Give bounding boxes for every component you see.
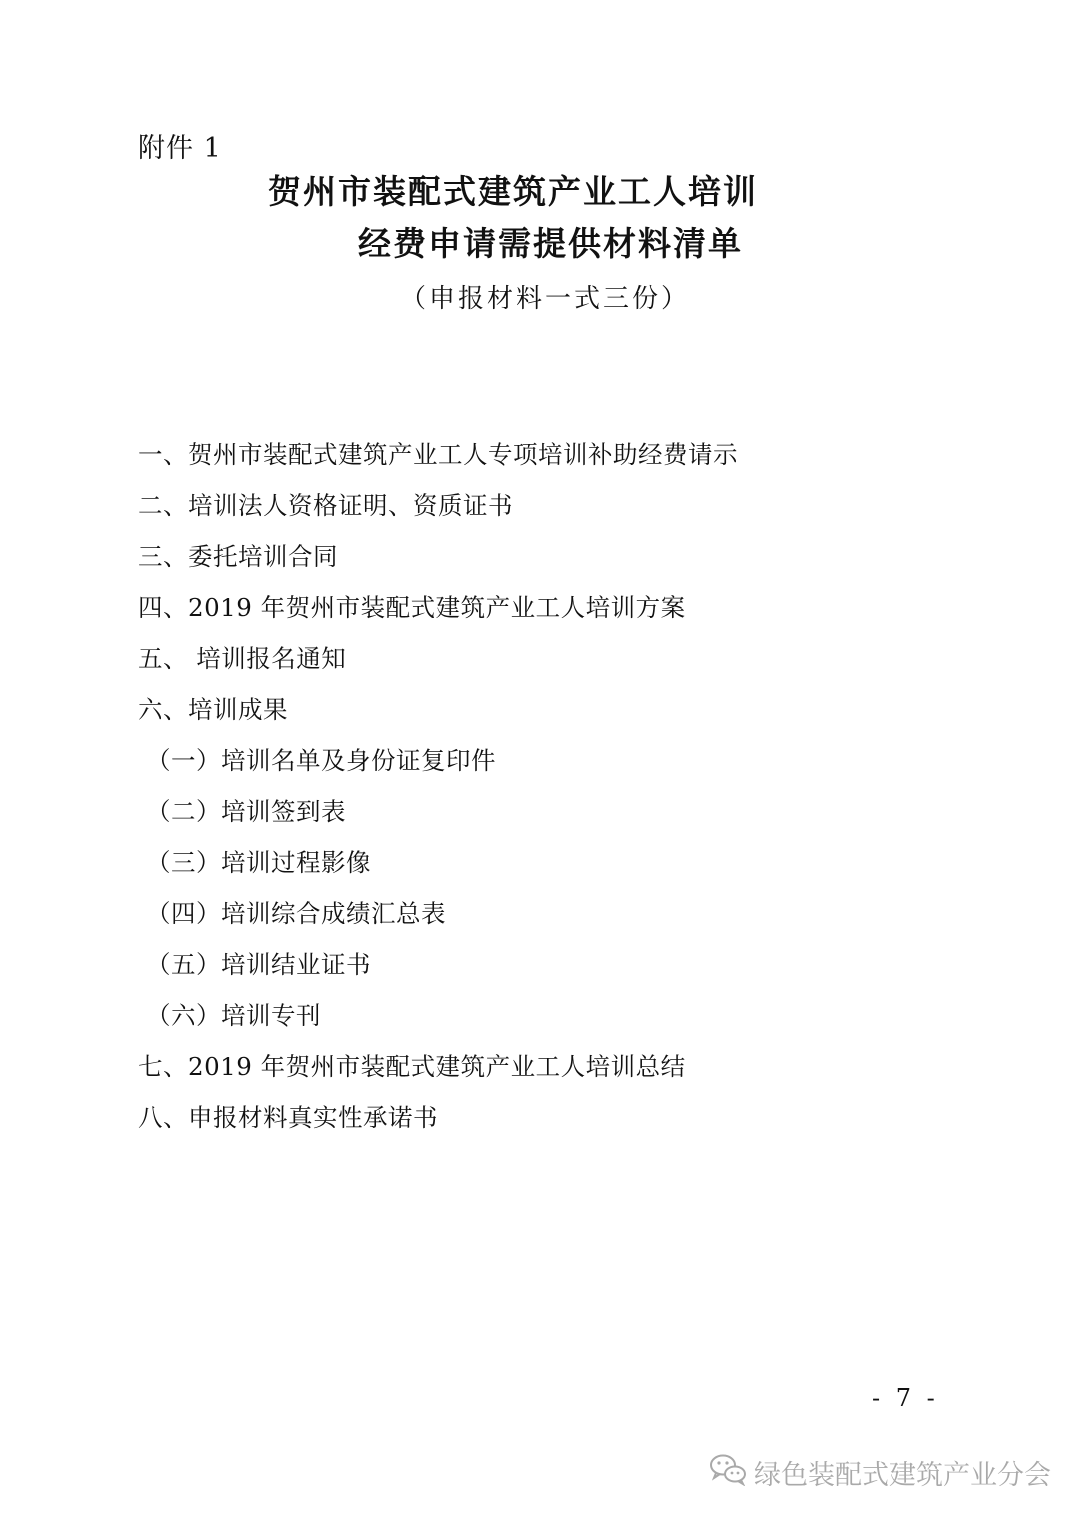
list-subitem: （六）培训专刊 (146, 1001, 321, 1030)
attachment-label: 附件 1 (138, 133, 222, 164)
list-subitem: （二）培训签到表 (146, 797, 346, 826)
page-number: - 7 - (872, 1384, 939, 1412)
list-item: 八、申报材料真实性承诺书 (138, 1103, 438, 1132)
materials-list (138, 437, 738, 1151)
watermark (708, 1452, 1051, 1493)
document-subtitle: （申报材料一式三份） (400, 284, 691, 314)
list-subitem: （五）培训结业证书 (146, 950, 371, 979)
list-subitem: （四）培训综合成绩汇总表 (146, 899, 446, 928)
list-item: 六、培训成果 (138, 695, 288, 724)
document-title-line-2: 经费申请需提供材料清单 (358, 224, 743, 263)
list-item: 四、2019 年贺州市装配式建筑产业工人培训方案 (138, 593, 686, 622)
list-item: 一、贺州市装配式建筑产业工人专项培训补助经费请示 (138, 440, 738, 469)
document-title-line-1: 贺州市装配式建筑产业工人培训 (268, 172, 758, 211)
watermark-text: 绿色装配式建筑产业分会 (754, 1460, 1051, 1491)
list-item: 五、 培训报名通知 (138, 644, 347, 673)
list-item: 七、2019 年贺州市装配式建筑产业工人培训总结 (138, 1052, 686, 1081)
list-subitem: （三）培训过程影像 (146, 848, 371, 877)
wechat-icon (708, 1452, 754, 1493)
list-item: 二、培训法人资格证明、资质证书 (138, 491, 513, 520)
list-subitem: （一）培训名单及身份证复印件 (146, 746, 496, 775)
list-item: 三、委托培训合同 (138, 542, 338, 571)
